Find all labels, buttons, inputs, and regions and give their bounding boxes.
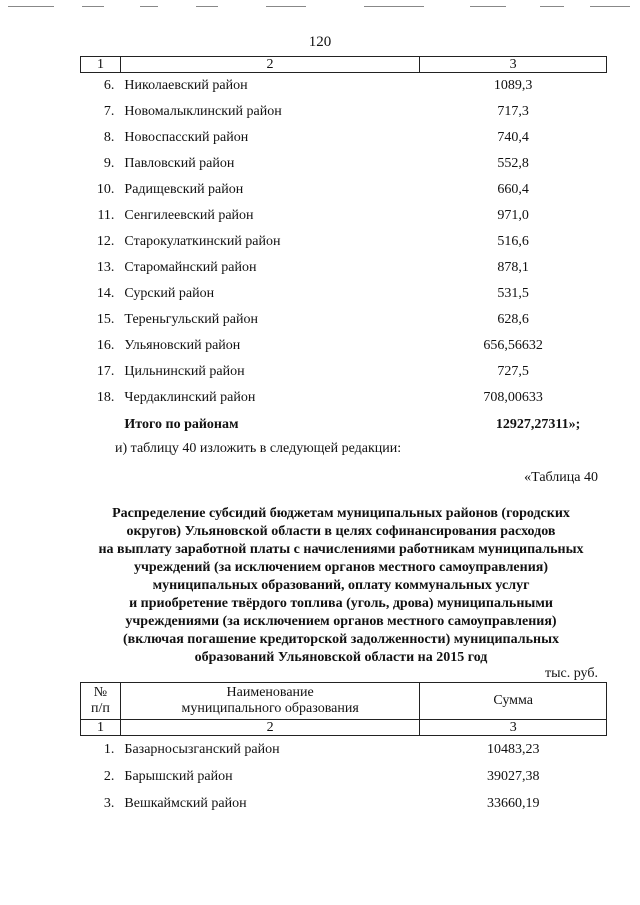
row-number: 13. [96, 260, 115, 275]
district-name: Николаевский район [124, 78, 248, 93]
table-label: «Таблица 40 [524, 470, 598, 485]
table-row [81, 203, 607, 229]
district-value: 1089,3 [493, 78, 533, 93]
district-name: Новомалыклинский район [124, 104, 282, 119]
table-row [81, 99, 607, 125]
table-row [81, 281, 607, 307]
district-value: 531,5 [497, 286, 529, 301]
district-value: 971,0 [497, 208, 529, 223]
table-row [81, 736, 607, 764]
table-row [81, 177, 607, 203]
table-row [81, 229, 607, 255]
district-name: Павловский район [124, 156, 235, 171]
district-value: 727,5 [497, 364, 529, 379]
row-number: 14. [96, 286, 115, 301]
district-value: 628,6 [497, 312, 529, 327]
row-number: 16. [96, 338, 115, 353]
total-row [81, 411, 607, 439]
table-row [81, 763, 607, 790]
district-name: Барышский район [124, 769, 233, 784]
district-value: 740,4 [497, 130, 529, 145]
page-number: 120 [308, 34, 332, 50]
table-row [81, 125, 607, 151]
district-name: Радищевский район [124, 182, 244, 197]
header-name-line2: муниципального образования [181, 701, 359, 716]
header-name-line1: Наименование [226, 685, 314, 700]
caption-line: образований Ульяновской области на 2015 год [194, 650, 488, 665]
header-cell-1: 1 [81, 57, 121, 73]
total-label: Итого по районам [124, 417, 239, 432]
district-name: Старокулаткинский район [124, 234, 281, 249]
subsidies-table [80, 682, 607, 817]
row-number: 18. [96, 390, 115, 405]
table-header-row [81, 57, 607, 73]
caption-line: и приобретение твёрдого топлива (уголь, дрова) муниципальными [129, 596, 553, 611]
district-name: Сенгилеевский район [124, 208, 254, 223]
amendment-instruction: и) таблицу 40 изложить в следующей редакции: [115, 441, 402, 456]
district-name: Новоспасский район [124, 130, 249, 145]
table-caption [60, 505, 622, 667]
total-value: 12927,27311»; [495, 417, 581, 432]
row-number: 1. [103, 742, 115, 757]
table-row [81, 307, 607, 333]
total-spacer [81, 411, 121, 439]
row-number: 6. [103, 78, 115, 93]
district-value: 708,00633 [483, 390, 543, 405]
row-number: 7. [103, 104, 115, 119]
table-row [81, 359, 607, 385]
table-row [81, 790, 607, 817]
header-number-line2: п/п [91, 701, 110, 716]
header-cell-2: 2 [120, 57, 419, 73]
row-number: 12. [96, 234, 115, 249]
district-name: Базарносызганский район [124, 742, 280, 757]
district-value: 33660,19 [486, 796, 540, 811]
district-value: 656,56632 [483, 338, 543, 353]
district-value: 39027,38 [486, 769, 540, 784]
header-number [81, 683, 121, 720]
district-name: Вешкаймский район [124, 796, 247, 811]
district-value: 552,8 [497, 156, 529, 171]
caption-line: округов) Ульяновской области в целях софинансирования расходов [126, 524, 556, 539]
caption-line: учреждениями (за исключением органов местного самоуправления) [125, 614, 557, 629]
caption-line: Распределение субсидий бюджетам муниципальных районов (городских [112, 506, 570, 521]
index-cell-1: 1 [81, 720, 121, 736]
district-value: 10483,23 [486, 742, 540, 757]
caption-line: на выплату заработной платы с начислениями работникам муниципальных [98, 542, 584, 557]
district-name: Цильнинский район [124, 364, 245, 379]
header-cell-3: 3 [420, 57, 607, 73]
table-row [81, 151, 607, 177]
district-value: 516,6 [497, 234, 529, 249]
caption-line: муниципальных образований, оплату коммунальных услуг [152, 578, 530, 593]
scan-artifact-top [0, 6, 640, 10]
district-name: Ульяновский район [124, 338, 241, 353]
table-index-row [81, 720, 607, 736]
header-name [120, 683, 419, 720]
table-row [81, 255, 607, 281]
row-number: 11. [97, 208, 115, 223]
row-number: 17. [96, 364, 115, 379]
district-name: Старомайнский район [124, 260, 257, 275]
unit-label: тыс. руб. [545, 666, 598, 681]
table-header-row [81, 683, 607, 720]
caption-line: учреждений (за исключением органов местного самоуправления) [133, 560, 549, 575]
row-number: 3. [103, 796, 115, 811]
table-row [81, 73, 607, 100]
district-name: Тереньгульский район [124, 312, 258, 327]
table-row [81, 385, 607, 411]
district-name: Сурский район [124, 286, 215, 301]
header-sum: Сумма [420, 683, 607, 720]
row-number: 15. [96, 312, 115, 327]
district-value: 878,1 [497, 260, 529, 275]
districts-table-continued [80, 56, 607, 439]
district-value: 717,3 [497, 104, 529, 119]
district-value: 660,4 [497, 182, 529, 197]
index-cell-3: 3 [420, 720, 607, 736]
caption-line: (включая погашение кредиторской задолженности) муниципальных [122, 632, 559, 647]
table-row [81, 333, 607, 359]
row-number: 8. [103, 130, 115, 145]
row-number: 2. [103, 769, 115, 784]
row-number: 10. [96, 182, 115, 197]
row-number: 9. [103, 156, 115, 171]
index-cell-2: 2 [120, 720, 419, 736]
header-number-line1: № [93, 685, 108, 700]
district-name: Чердаклинский район [124, 390, 256, 405]
